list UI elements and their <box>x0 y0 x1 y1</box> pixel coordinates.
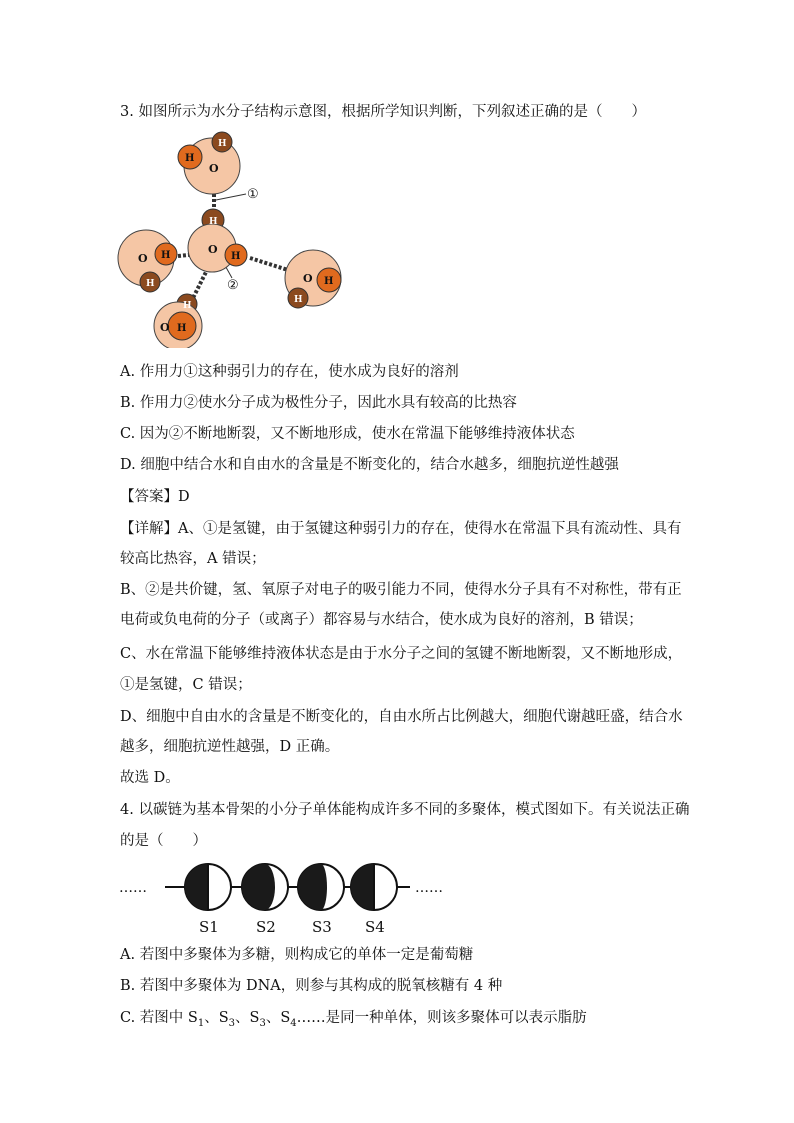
explanation-line: D、细胞中自由水的含量是不断变化的，自由水所占比例越大，细胞代谢越旺盛，结合水 <box>120 709 683 725</box>
atom-label-h: H <box>146 279 155 289</box>
monomer-label-s1: S1 <box>199 918 219 936</box>
option-c-prefix: C. 若图中 S <box>120 1010 198 1026</box>
atom-label-h: H <box>185 153 195 164</box>
option-c-suffix: ……是同一种单体，则该多聚体可以表示脂肪 <box>296 1010 587 1026</box>
atom-label-o: O <box>160 321 170 334</box>
monomer-s2 <box>242 864 288 910</box>
question-3-option-d: D. 细胞中结合水和自由水的含量是不断变化的，结合水越多，细胞抗逆性越强 <box>120 457 619 473</box>
monomer-label-s3: S3 <box>312 918 332 936</box>
explanation-conclusion: 故选 D。 <box>120 770 180 786</box>
subscript: 4 <box>290 1017 297 1029</box>
question-4-option-a: A. 若图中多聚体为多糖，则构成它的单体一定是葡萄糖 <box>120 947 474 963</box>
explanation-line: C、水在常温下能够维持液体状态是由于水分子之间的氢键不断地断裂，又不断地形成， <box>120 646 683 662</box>
hydrogen-bond-right <box>250 258 288 270</box>
atom-label-h: H <box>183 301 192 311</box>
question-3-option-b: B. 作用力②使水分子成为极性分子，因此水具有较高的比热容 <box>120 395 517 411</box>
question-3-stem: 3. 如图所示为水分子结构示意图，根据所学知识判断，下列叙述正确的是（ ） <box>120 104 646 120</box>
question-3-answer: 【答案】D <box>120 489 190 505</box>
atom-label-h: H <box>324 276 334 287</box>
explanation-line: 电荷或负电荷的分子（或离子）都容易与水结合，使水成为良好的溶剂，B 错误； <box>120 612 643 628</box>
separator: 、S <box>204 1010 229 1026</box>
explanation-line: 越多，细胞抗逆性越强，D 正确。 <box>120 739 340 755</box>
subscript: 1 <box>197 1017 205 1029</box>
monomer-label-s2: S2 <box>256 918 276 936</box>
subscript: 3 <box>228 1017 236 1029</box>
subscript: 3 <box>259 1017 266 1029</box>
atom-label-o: O <box>209 162 219 175</box>
chain-dots-left: …… <box>119 880 147 896</box>
explanation-line: B、②是共价键，氢、氧原子对电子的吸引能力不同，使得水分子具有不对称性，带有正 <box>120 582 682 598</box>
monomer-s4 <box>351 864 397 910</box>
atom-label-h: H <box>231 251 241 262</box>
atom-label-o: O <box>138 252 148 265</box>
question-4-option-b: B. 若图中多聚体为 DNA，则参与其构成的脱氧核糖有 4 种 <box>120 978 503 994</box>
question-3-option-c: C. 因为②不断地断裂，又不断地形成，使水在常温下能够维持液体状态 <box>120 426 575 442</box>
atom-label-o: O <box>303 272 313 285</box>
explanation-line: 较高比热容，A 错误； <box>120 551 266 567</box>
atom-label-h: H <box>161 250 171 261</box>
question-3-option-a: A. 作用力①这种弱引力的存在，使水成为良好的溶剂 <box>120 364 459 380</box>
atom-label-h: H <box>209 217 218 227</box>
chain-dots-right: …… <box>415 880 443 896</box>
marker-2: ② <box>227 278 239 293</box>
marker-1: ① <box>247 187 259 202</box>
monomer-label-s4: S4 <box>365 918 385 936</box>
atom-label-h: H <box>294 295 303 305</box>
question-4-stem-line-1: 4. 以碳链为基本骨架的小分子单体能构成许多不同的多聚体，模式图如下。有关说法正确 <box>120 802 690 818</box>
atom-label-o: O <box>208 243 218 256</box>
label-line-1 <box>216 194 246 200</box>
polymer-figure <box>115 860 465 938</box>
monomer-s1 <box>185 864 231 910</box>
separator: 、S <box>265 1010 291 1026</box>
explanation-line: ①是氢键，C 错误； <box>120 677 252 693</box>
separator: 、S <box>235 1010 260 1026</box>
hydrogen-bond-bottom <box>192 268 208 300</box>
explanation-line: 【详解】A、①是氢键，由于氢键这种弱引力的存在，使得水在常温下具有流动性、具有 <box>120 521 682 537</box>
water-molecule-figure <box>110 128 360 348</box>
question-4-stem-line-2: 的是（ ） <box>120 833 207 849</box>
question-4-option-c <box>120 1008 587 1034</box>
atom-label-h: H <box>177 323 187 334</box>
atom-label-h: H <box>218 139 227 149</box>
monomer-s3 <box>298 864 344 910</box>
